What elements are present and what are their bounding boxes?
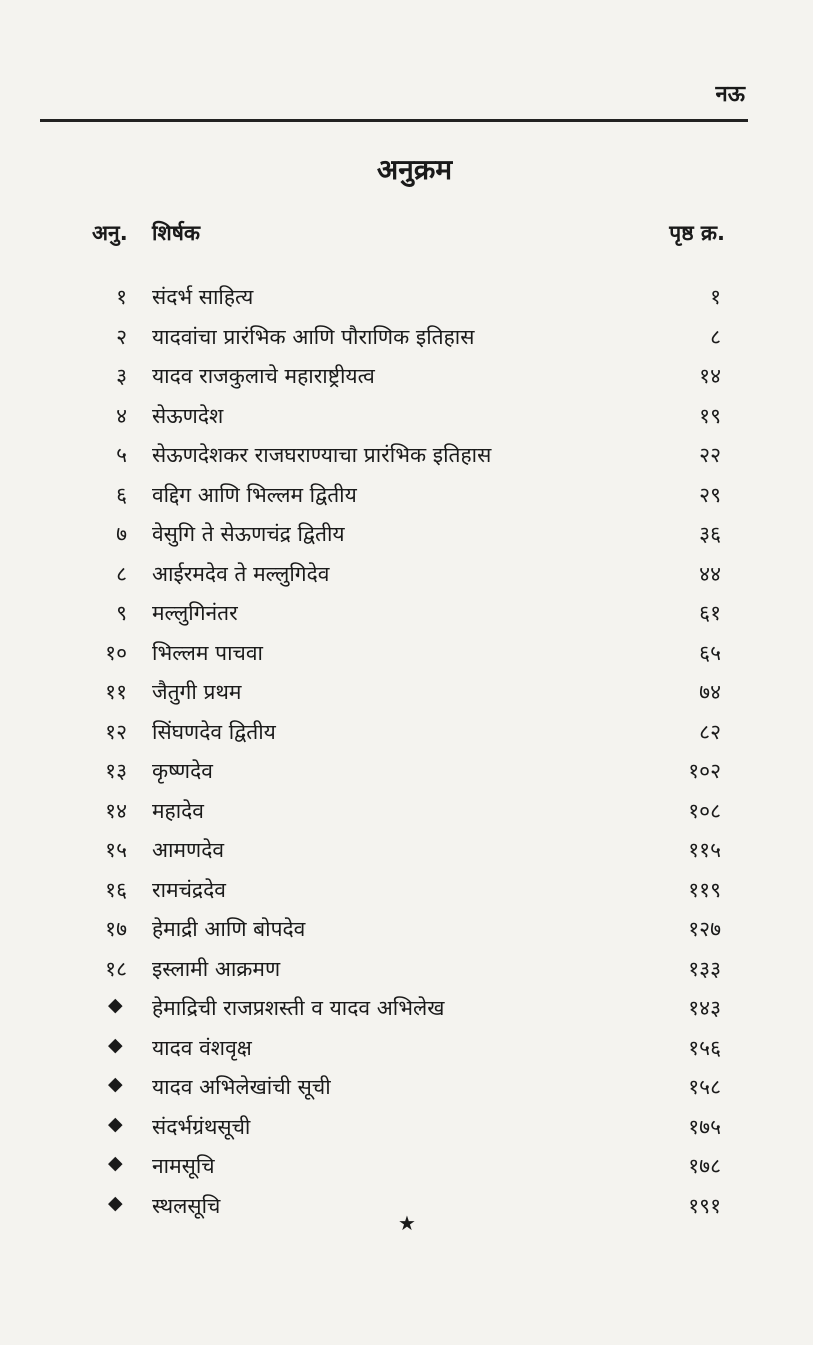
toc-row [0, 556, 813, 596]
toc-row-number: ८ [116, 561, 127, 586]
toc-row-number: १४ [105, 798, 127, 823]
toc-row [0, 1030, 813, 1070]
toc-row [0, 635, 813, 675]
toc-row-page: १४३ [688, 996, 721, 1020]
toc-row-number: ५ [116, 443, 127, 467]
diamond-bullet-icon: ◆ [108, 1191, 123, 1214]
toc-row-number: १७ [105, 917, 127, 941]
toc-row [0, 714, 813, 754]
toc-row-number: १० [105, 640, 127, 665]
toc-row [0, 516, 813, 556]
toc-row-page: ४४ [699, 561, 721, 586]
toc-row-page: १२७ [688, 917, 721, 941]
column-header-number: अनु. [92, 221, 128, 245]
toc-row [0, 951, 813, 991]
toc-row-title: संदर्भ साहित्य [152, 285, 254, 309]
toc-row-title: कृष्णदेव [152, 759, 213, 783]
toc-row-page: १०८ [688, 798, 721, 823]
toc-row-number: १३ [105, 759, 127, 783]
page-title: अनुक्रम [376, 153, 453, 186]
toc-row [0, 279, 813, 319]
toc-row-title: वेसुगि ते सेऊणचंद्र द्वितीय [152, 522, 345, 546]
toc-row-title: सेऊणदेशकर राजघराण्याचा प्रारंभिक इतिहास [152, 443, 492, 467]
toc-row-title: नामसूचि [152, 1154, 215, 1178]
toc-row-number: १८ [105, 956, 127, 981]
toc-row-title: संदर्भग्रंथसूची [152, 1114, 251, 1139]
toc-row-number: १५ [105, 838, 127, 862]
toc-row-title: वद्दिग आणि भिल्लम द्वितीय [152, 482, 357, 507]
toc-row [0, 398, 813, 438]
toc-row-page: १९१ [688, 1193, 721, 1218]
toc-row [0, 674, 813, 714]
diamond-bullet-icon: ◆ [108, 1112, 123, 1135]
toc-row-page: ३६ [699, 522, 721, 546]
toc-row-title: सेऊणदेश [152, 403, 224, 428]
toc-row-title: आईरमदेव ते मल्लुगिदेव [152, 561, 330, 586]
diamond-bullet-icon: ◆ [108, 994, 123, 1016]
toc-row-title: यादव वंशवृक्ष [152, 1035, 252, 1060]
toc-row-title: इस्लामी आक्रमण [152, 956, 281, 981]
toc-row-page: २९ [699, 482, 721, 507]
toc-row [0, 437, 813, 477]
diamond-bullet-icon: ◆ [108, 1033, 123, 1056]
toc-row-title: यादवांचा प्रारंभिक आणि पौराणिक इतिहास [152, 324, 475, 349]
toc-row-number: १२ [105, 719, 127, 744]
toc-row [0, 753, 813, 793]
toc-row-page: ८ [710, 324, 721, 349]
toc-row-page: २२ [699, 443, 721, 467]
toc-row-number: १ [116, 285, 127, 309]
toc-row-page: ८२ [699, 719, 721, 744]
toc-row [0, 358, 813, 398]
toc-row [0, 911, 813, 951]
toc-row-number: ११ [105, 680, 127, 704]
toc-row-title: जैतुगी प्रथम [152, 680, 242, 704]
toc-row-number: ४ [116, 403, 127, 428]
toc-row [0, 832, 813, 872]
toc-row-title: मल्लुगिनंतर [152, 601, 238, 625]
toc-row-number: ९ [116, 601, 127, 625]
toc-row-page: १३३ [688, 956, 721, 981]
toc-row-number: ६ [116, 482, 127, 507]
toc-row-title: रामचंद्रदेव [152, 877, 226, 902]
toc-row-number: ३ [116, 364, 127, 388]
toc-row-title: हेमाद्रिची राजप्रशस्ती व यादव अभिलेख [152, 996, 445, 1020]
toc-row [0, 1148, 813, 1188]
toc-row [0, 872, 813, 912]
column-header-title: शिर्षक [152, 221, 200, 245]
toc-row-page: १ [710, 285, 721, 309]
toc-row [0, 793, 813, 833]
toc-row-page: १५८ [688, 1075, 721, 1099]
toc-row-page: ७४ [699, 680, 721, 704]
toc-row [0, 990, 813, 1030]
toc-row-title: स्थलसूचि [152, 1193, 221, 1218]
header-rule [40, 119, 748, 122]
toc-row-page: १७५ [688, 1114, 721, 1139]
toc-row [0, 1109, 813, 1149]
toc-row-number: २ [116, 324, 127, 349]
toc-row-title: आमणदेव [152, 838, 225, 862]
column-header-page: पृष्ठ क्र. [669, 221, 725, 245]
diamond-bullet-icon: ◆ [108, 1152, 123, 1174]
toc-row-title: सिंघणदेव द्वितीय [152, 719, 276, 744]
page-number: नऊ [715, 82, 745, 107]
toc-row-page: १९ [699, 403, 721, 428]
toc-row-page: ११५ [688, 838, 721, 862]
end-star-icon: ★ [398, 1211, 416, 1235]
toc-row-page: १४ [699, 364, 721, 388]
toc-row-page: ६५ [699, 640, 721, 665]
toc-row [0, 595, 813, 635]
toc-row [0, 319, 813, 359]
toc-row-title: यादव राजकुलाचे महाराष्ट्रीयत्व [152, 364, 375, 388]
toc-row-page: १५६ [688, 1035, 721, 1060]
toc-row-page: १७८ [688, 1154, 721, 1178]
table-of-contents [0, 279, 813, 1227]
toc-row-page: ६१ [699, 601, 721, 625]
toc-row-page: १०२ [688, 759, 721, 783]
toc-row-number: १६ [105, 877, 127, 902]
toc-row-number: ७ [116, 522, 127, 546]
diamond-bullet-icon: ◆ [108, 1073, 123, 1095]
toc-row-page: ११९ [688, 877, 721, 902]
toc-row [0, 1069, 813, 1109]
toc-row-title: महादेव [152, 798, 204, 823]
toc-row [0, 477, 813, 517]
toc-row-title: यादव अभिलेखांची सूची [152, 1075, 331, 1099]
toc-row-title: हेमाद्री आणि बोपदेव [152, 917, 306, 941]
toc-row-title: भिल्लम पाचवा [152, 640, 263, 665]
